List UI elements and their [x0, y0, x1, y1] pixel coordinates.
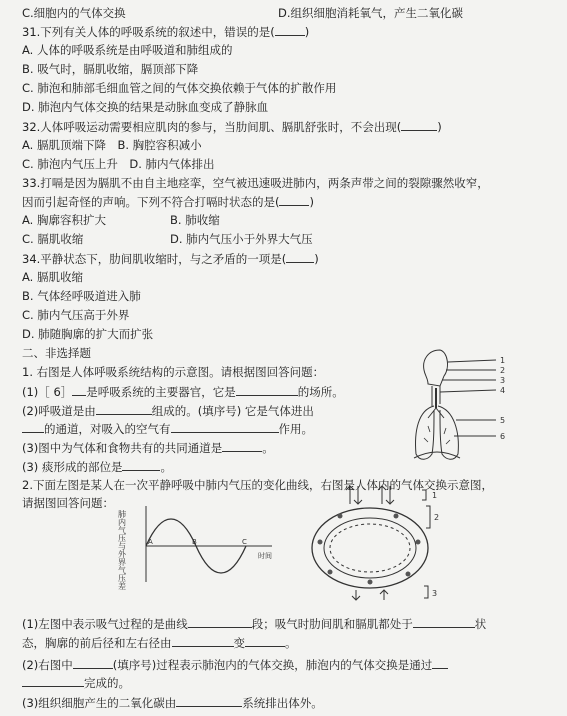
- question-33-option-c: C. 膈肌收缩: [22, 232, 84, 246]
- section-heading: 二、非选择题: [22, 346, 91, 360]
- bracket-2: [426, 506, 430, 528]
- text: 是呼吸系统的主要器官，它是: [86, 385, 236, 399]
- bronchiole-lines: [424, 426, 450, 444]
- arrow-up-icon: [380, 590, 388, 600]
- problem-2-part-1-cont: [22, 635, 297, 650]
- text: 系统排出体外。: [242, 696, 323, 710]
- blood-cell: [406, 572, 411, 577]
- question-31-option-c: C. 肺泡和肺部毛细血管之间的气体交换依赖于气体的扩散作用: [22, 81, 337, 95]
- figure-label: 5: [500, 416, 506, 425]
- question-33-option-a: A. 胸廓容积扩大: [22, 213, 106, 227]
- question-32-options-ab: A. 膈肌顶端下降 B. 胸腔容积减小: [22, 138, 202, 152]
- text: 态，胸廓的前后径和左右径由: [22, 636, 172, 650]
- figure-label: 4: [500, 386, 506, 395]
- text: 的通道，对吸入的空气有: [44, 422, 171, 436]
- question-34-option-d: D. 肺随胸廓的扩大而扩张: [22, 327, 154, 341]
- answer-blank[interactable]: [73, 657, 113, 669]
- diaphragm: [414, 452, 460, 458]
- figure-label: 3: [500, 376, 506, 385]
- question-32-options-cd: C. 肺泡内气压上升 D. 肺内气体排出: [22, 157, 215, 171]
- text: 段；吸气时肋间肌和膈肌都处于: [251, 617, 413, 631]
- leader-line: [440, 390, 496, 392]
- respiratory-system-figure: [410, 346, 530, 468]
- answer-blank[interactable]: [176, 695, 242, 707]
- problem-1-part-4: [22, 459, 172, 474]
- problem-1-part-2-cont: [22, 421, 313, 436]
- answer-blank[interactable]: [172, 635, 234, 647]
- text: 。: [285, 636, 297, 650]
- question-31-option-b: B. 吸气时，膈肌收缩，膈顶部下降: [22, 62, 199, 76]
- paren-close: ): [437, 120, 442, 134]
- text: 。: [160, 460, 172, 474]
- answer-blank[interactable]: [413, 616, 475, 628]
- question-33-option-b: B. 肺收缩: [170, 213, 220, 227]
- blood-cell: [368, 580, 373, 585]
- question-34-option-b: B. 气体经呼吸道进入肺: [22, 289, 141, 303]
- problem-1-part-2: [22, 403, 314, 418]
- question-34-text: 34.平静状态下，肋间肌收缩时，与之矛盾的一项是(: [22, 252, 287, 266]
- question-33-line1: 33.打嗝是因为膈肌不由自主地痉挛，空气被迅速吸进肺内，两条声带之间的裂隙骤然收窄，: [22, 176, 489, 190]
- option-prev-c: C.细胞内的气体交换: [22, 6, 126, 20]
- text: 作用。: [278, 422, 313, 436]
- question-33-text: 因而引起奇怪的声响。下列不符合打嗝时状态的是(: [22, 195, 280, 209]
- bracket-3: [424, 586, 428, 598]
- question-34-option-a: A. 膈肌收缩: [22, 270, 83, 284]
- answer-blank[interactable]: [22, 421, 44, 433]
- capillary-outer: [312, 508, 428, 588]
- problem-2-intro-line1: 2.下面左图是某人在一次平静呼吸中肺内气压的变化曲线，右图是人体内的气体交换示意图，: [22, 478, 493, 492]
- blood-cell: [328, 570, 333, 575]
- problem-2-part-1: [22, 616, 486, 631]
- text: (3)组织细胞产生的二氧化碳由: [22, 696, 177, 710]
- question-33-line2: [22, 194, 314, 209]
- text: 状: [474, 617, 487, 631]
- capillary-inner: [324, 518, 416, 578]
- arrow-down-icon: [352, 590, 360, 600]
- text: (3) 痰形成的部位是: [22, 460, 123, 474]
- text: (1)左图中表示吸气过程的是曲线: [22, 617, 188, 631]
- y-axis-label: 肺内气压与外界气压差: [118, 510, 127, 590]
- answer-blank[interactable]: [432, 657, 448, 669]
- problem-2-part-3: [22, 695, 323, 710]
- answer-blank[interactable]: [286, 251, 314, 263]
- answer-blank[interactable]: [401, 119, 437, 131]
- x-axis-label: 时间: [258, 552, 272, 560]
- alveolus-wall: [330, 524, 410, 572]
- bracket-1: [422, 490, 426, 500]
- answer-blank[interactable]: [236, 384, 298, 396]
- blood-cell: [318, 540, 323, 545]
- question-31: [22, 24, 309, 39]
- question-31-option-a: A. 人体的呼吸系统是由呼吸道和肺组成的: [22, 43, 233, 57]
- problem-1-part-3: [22, 440, 274, 455]
- paren-close: ): [314, 252, 319, 266]
- text: (3)图中为气体和食物共有的共同通道是: [22, 441, 223, 455]
- blood-cell: [416, 540, 421, 545]
- figure-label: 6: [500, 432, 506, 441]
- answer-blank[interactable]: [275, 24, 305, 36]
- figure-label: 1: [500, 356, 506, 365]
- text: (1)［ 6］: [22, 385, 73, 399]
- blood-cell: [394, 514, 399, 519]
- answer-blank[interactable]: [122, 459, 160, 471]
- point-label: C: [242, 538, 247, 546]
- text: (填序号)过程表示肺泡内的气体交换，肺泡内的气体交换是通过: [112, 658, 433, 672]
- text: 。: [262, 441, 274, 455]
- option-prev-d: D.组织细胞消耗氧气，产生二氧化碳: [278, 6, 464, 20]
- question-34: [22, 251, 319, 266]
- text: 组成的。(填序号) 它是气体进出: [151, 404, 314, 418]
- problem-1-part-1: [22, 384, 344, 399]
- point-label: A: [148, 538, 153, 546]
- arrow-down-icon: [354, 486, 362, 504]
- problem-2-part-2-cont: [22, 675, 130, 690]
- answer-blank[interactable]: [279, 194, 309, 206]
- question-31-option-d: D. 肺泡内气体交换的结果是动脉血变成了静脉血: [22, 100, 269, 114]
- problem-2-part-2: [22, 657, 448, 672]
- figure-label: 1: [432, 491, 438, 500]
- arrow-up-icon: [378, 486, 386, 504]
- figure-label: 3: [432, 589, 438, 598]
- figure-label: 2: [434, 513, 440, 522]
- paren-close: ): [304, 25, 310, 39]
- answer-blank[interactable]: [245, 635, 285, 647]
- problem-2-intro-line2: 请据图回答问题：: [22, 496, 114, 510]
- text: 的场所。: [297, 385, 344, 399]
- question-33-option-d: D. 肺内气压小于外界大气压: [170, 232, 313, 246]
- paren-close: ): [309, 195, 314, 209]
- question-31-text: 31.下列有关人体的呼吸系统的叙述中，错误的是(: [22, 25, 275, 39]
- pressure-curve-figure: [118, 500, 288, 596]
- question-32-text: 32.人体呼吸运动需要相应肌肉的参与，当肋间肌、膈肌舒张时，不会出现(: [22, 120, 402, 134]
- question-34-option-c: C. 肺内气压高于外界: [22, 308, 130, 322]
- arrow-up-icon: [346, 486, 354, 504]
- head-outline: [424, 350, 448, 386]
- answer-blank[interactable]: [72, 384, 86, 396]
- answer-blank[interactable]: [22, 675, 84, 687]
- text: (2)右图中: [22, 658, 73, 672]
- problem-1-intro: 1. 右图是人体呼吸系统结构的示意图。请根据图回答问题：: [22, 365, 325, 379]
- arrow-down-icon: [386, 486, 394, 504]
- answer-blank[interactable]: [222, 440, 262, 452]
- blood-cell: [338, 514, 343, 519]
- text: 完成的。: [84, 676, 130, 690]
- leader-line: [448, 360, 496, 362]
- figure-label: 2: [500, 366, 506, 375]
- bronchi: [428, 408, 444, 418]
- question-32: [22, 119, 442, 134]
- gas-exchange-figure: [300, 482, 450, 602]
- answer-blank[interactable]: [171, 421, 279, 433]
- answer-blank[interactable]: [188, 616, 252, 628]
- point-label: B: [192, 538, 197, 546]
- text: 变: [233, 636, 245, 650]
- answer-blank[interactable]: [96, 403, 152, 415]
- text: (2)呼吸道是由: [22, 404, 96, 418]
